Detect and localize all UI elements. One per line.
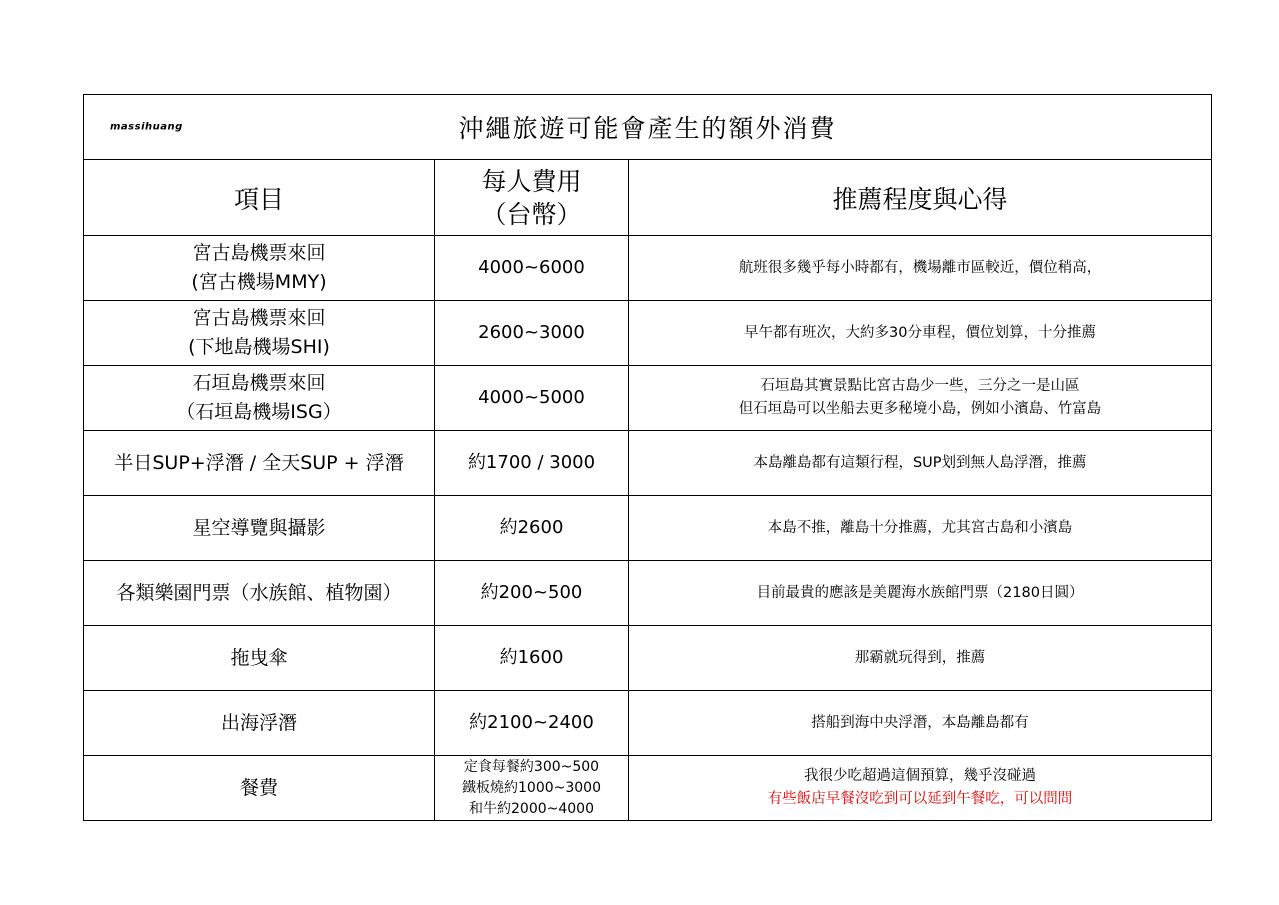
table-row: [84, 431, 1212, 496]
item-text: (下地島機場SHI): [188, 336, 330, 358]
item-text: (宮古機場MMY): [191, 271, 327, 293]
page-title: 沖繩旅遊可能會產生的額外消費: [458, 114, 837, 143]
note-cell: [629, 496, 1212, 561]
cost-text: 4000~5000: [478, 387, 585, 408]
brand-logo: massihuang: [110, 121, 183, 133]
item-text: 星空導覽與攝影: [192, 516, 326, 539]
note-text: 但石垣島可以坐船去更多秘境小島，例如小濱島、竹富島: [738, 401, 1102, 417]
item-cell: [84, 496, 435, 561]
note-cell: [629, 236, 1212, 301]
item-cell: [84, 236, 435, 301]
header-note: 推薦程度與心得: [629, 160, 1212, 236]
title-row: [84, 95, 1212, 160]
header-cost-line2: （台幣）: [481, 199, 582, 229]
cost-text: 2600~3000: [478, 322, 585, 343]
cost-text: 4000~6000: [478, 257, 585, 278]
cost-text: 約1600: [499, 647, 564, 668]
cost-cell: [435, 431, 629, 496]
note-highlight-text: 有些飯店早餐沒吃到可以延到午餐吃，可以問問: [767, 791, 1073, 807]
item-cell: [84, 626, 435, 691]
header-row: [84, 160, 1212, 236]
table-row: [84, 561, 1212, 626]
note-text: 本島離島都有這類行程，SUP划到無人島浮潛，推薦: [753, 454, 1087, 471]
table-row: [84, 366, 1212, 431]
note-cell: [629, 626, 1212, 691]
cost-cell: [435, 626, 629, 691]
note-text: 石垣島其實景點比宮古島少一些，三分之一是山區: [760, 378, 1080, 394]
note-cell: [629, 366, 1212, 431]
item-cell: [84, 301, 435, 366]
title-cell: [84, 95, 1212, 160]
item-text: 出海浮潛: [220, 711, 297, 734]
header-item: 項目: [84, 160, 435, 236]
cost-cell: [435, 756, 629, 821]
cost-text: 和牛約2000~4000: [469, 800, 594, 817]
item-text: 拖曳傘: [230, 646, 288, 669]
header-cost: [435, 160, 629, 236]
item-text: 餐費: [239, 776, 278, 799]
cost-text: 鐵板燒約1000~3000: [462, 779, 601, 796]
table-body: [84, 236, 1212, 821]
table-row: [84, 496, 1212, 561]
item-text: 各類樂園門票（水族館、植物園）: [116, 581, 402, 604]
cost-cell: [435, 366, 629, 431]
cost-cell: [435, 561, 629, 626]
table-row: [84, 691, 1212, 756]
cost-cell: [435, 236, 629, 301]
item-cell: [84, 561, 435, 626]
expense-table: [83, 94, 1212, 821]
item-cell: [84, 691, 435, 756]
header-cost-line1: 每人費用: [481, 166, 582, 196]
table-row: [84, 626, 1212, 691]
item-cell: [84, 431, 435, 496]
cost-cell: [435, 691, 629, 756]
note-cell: [629, 561, 1212, 626]
note-text: 我很少吃超過這個預算，幾乎沒碰過: [804, 768, 1037, 784]
note-text: 目前最貴的應該是美麗海水族館門票（2180日圓）: [756, 584, 1084, 601]
table-row: [84, 756, 1212, 821]
note-text: 航班很多幾乎每小時都有，機場離市區較近，價位稍高，: [738, 259, 1102, 276]
note-text: 那霸就玩得到，推薦: [854, 649, 986, 666]
cost-cell: [435, 496, 629, 561]
note-cell: [629, 301, 1212, 366]
cost-cell: [435, 301, 629, 366]
cost-text: 約1700 / 3000: [467, 452, 596, 473]
note-cell: [629, 691, 1212, 756]
item-cell: [84, 756, 435, 821]
cost-text: 約2100~2400: [469, 712, 594, 733]
cost-text: 定食每餐約300~500: [463, 758, 600, 775]
item-text: 宮古島機票來回: [192, 242, 326, 264]
note-text: 早午都有班次，大約多30分車程，價位划算，十分推薦: [744, 324, 1096, 341]
cost-text: 約200~500: [480, 582, 583, 603]
item-text: 石垣島機票來回: [192, 372, 326, 394]
note-text: 搭船到海中央浮潛，本島離島都有: [811, 714, 1029, 731]
cost-text: 約2600: [499, 517, 564, 538]
item-text: （石垣島機場ISG）: [176, 401, 342, 423]
note-cell: [629, 431, 1212, 496]
item-cell: [84, 366, 435, 431]
item-text: 半日SUP+浮潛 / 全天SUP + 浮潛: [114, 451, 404, 474]
note-cell: [629, 756, 1212, 821]
expense-sheet: [83, 94, 1211, 822]
table-row: [84, 236, 1212, 301]
note-text: 本島不推，離島十分推薦，尤其宮古島和小濱島: [767, 519, 1073, 536]
item-text: 宮古島機票來回: [192, 307, 326, 329]
table-row: [84, 301, 1212, 366]
